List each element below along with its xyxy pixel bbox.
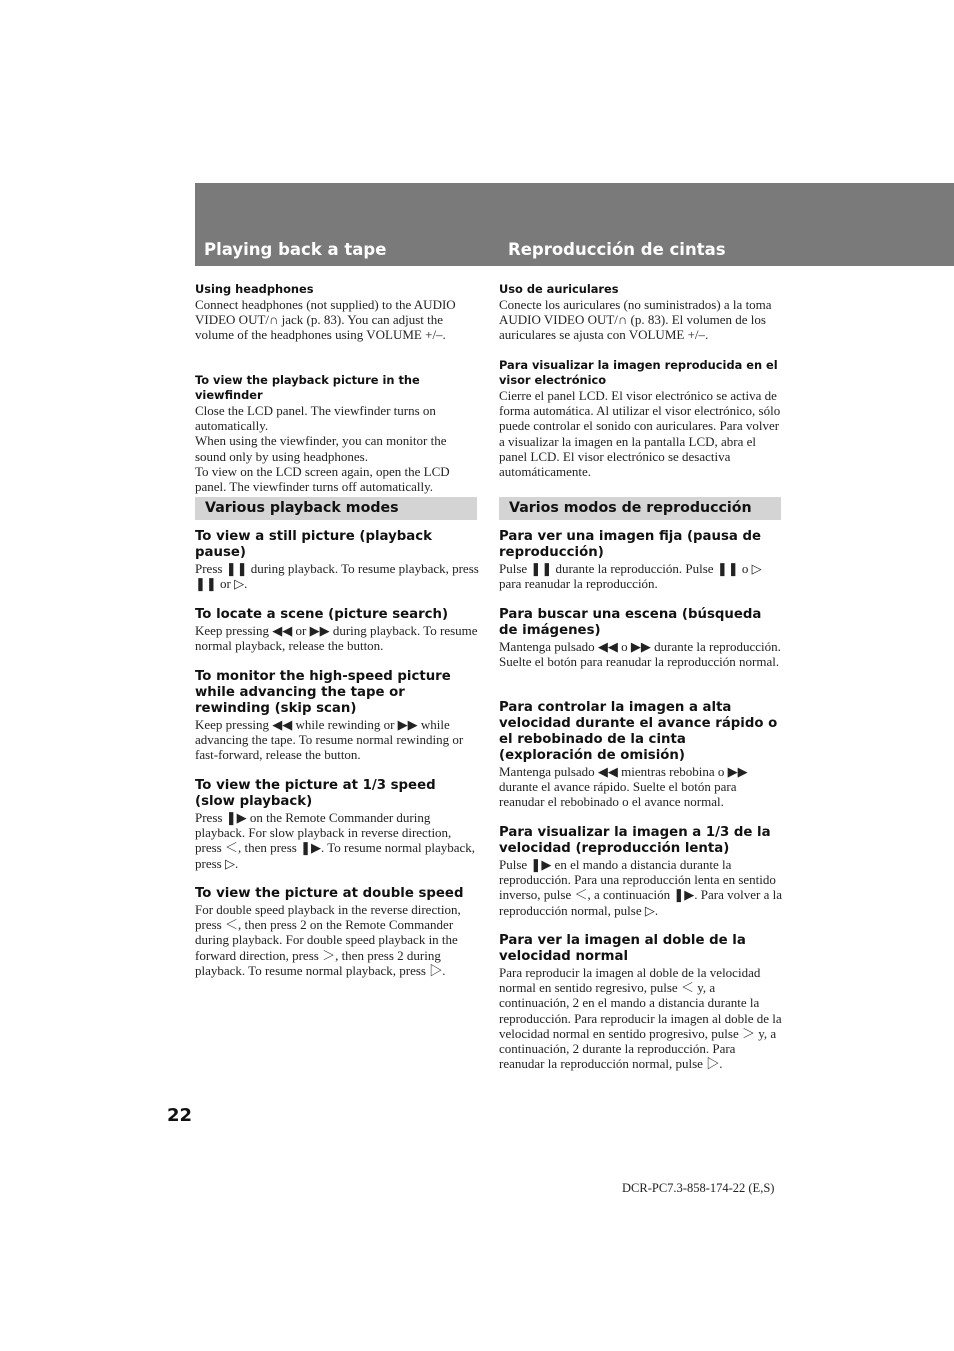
search-heading-es: Para buscar una escena (búsqueda de imágenes) — [499, 607, 762, 638]
section-title-en: Various playback modes — [205, 500, 399, 516]
headphones-heading-es: Uso de auriculares — [499, 282, 619, 296]
double-section-en — [195, 886, 479, 978]
headphones-section-es — [499, 282, 783, 343]
slow-text-es: Pulse ❚▶ en el mando a distancia durante la reproducción. Para una reproducción lenta en sentido inverso, pulse ＜, a continuación ❚▶. Para volver a la reproducción normal, pulse ▷. — [499, 857, 782, 918]
skip-section-es — [499, 700, 783, 810]
slow-section-en — [195, 778, 479, 871]
model-code: DCR-PC7.3-858-174-22 (E,S) — [622, 1181, 775, 1195]
viewfinder-text-es: Cierre el panel LCD. El visor electrónico se activa de forma automática. Al utilizar el visor electrónico, sólo puede controlar el sonido con auriculares. Para volver a visualizar la imagen en la pantalla LCD, abra el panel LCD. El visor electrónico se desactiva automáticamente. — [499, 388, 781, 480]
viewfinder-text-2: When using the viewfinder, you can monitor the sound only by using headphones. — [195, 433, 447, 464]
headphones-text-es: Conecte los auriculares (no suministrados) a la toma AUDIO VIDEO OUT/∩ (p. 83). El volumen de los auriculares se ajusta con VOLUME +/–. — [499, 297, 772, 343]
slow-text: Press ❚▶ on the Remote Commander during playback. For slow playback in reverse direction, press ＜, then press ❚▶. To resume normal playback, press ▷. — [195, 810, 476, 871]
still-section-en — [195, 529, 479, 591]
headphones-section-en — [195, 282, 479, 343]
search-text: Keep pressing ◀◀ or ▶▶ during playback. To resume normal playback, release the button. — [195, 623, 478, 654]
double-heading: To view the picture at double speed — [195, 886, 464, 901]
double-text-es: Para reproducir la imagen al doble de la velocidad normal en sentido regresivo, pulse ＜ y, a continuación, 2 en el mando a distancia durante la reproducción. Para reproducir la imagen al doble de la velocidad normal en sentido progresivo, pulse ＞ y, a continuación, 2 durante la reproducción. Para reanudar la reproducción normal, pulse ▷. — [499, 965, 782, 1072]
still-text: Press ❚❚ during playback. To resume playback, press ❚❚ or ▷. — [195, 561, 479, 592]
still-heading-es: Para ver una imagen fija (pausa de reproducción) — [499, 529, 762, 560]
viewfinder-heading: To view the playback picture in the viewfinder — [195, 373, 420, 402]
viewfinder-text-3: To view on the LCD screen again, open the LCD panel. The viewfinder turns off automatically. — [195, 463, 450, 495]
search-section-en — [195, 607, 479, 653]
skip-heading: To monitor the high-speed picture while advancing the tape or rewinding (skip scan) — [195, 669, 451, 716]
slow-section-es — [499, 825, 783, 918]
page-number: 22 — [167, 1105, 193, 1126]
page-title-en: Playing back a tape — [204, 240, 387, 259]
skip-section-en — [195, 669, 479, 763]
skip-heading-es: Para controlar la imagen a alta velocidad durante el avance rápido o el rebobinado de la cinta (exploración de omisión) — [499, 700, 778, 763]
skip-text-es: Mantenga pulsado ◀◀ mientras rebobina o ▶▶ durante el avance rápido. Suelte el botón para reanudar el rebobinado o el avance normal. — [499, 764, 748, 810]
still-text-es: Pulse ❚❚ durante la reproducción. Pulse ❚❚ o ▷ para reanudar la reproducción. — [499, 561, 762, 592]
section-title-es: Varios modos de reproducción — [509, 500, 752, 516]
double-heading-es: Para ver la imagen al doble de la velocidad normal — [499, 933, 746, 964]
section-band-en — [195, 497, 477, 520]
search-text-es: Mantenga pulsado ◀◀ o ▶▶ durante la reproducción. Suelte el botón para reanudar la reproducción normal. — [499, 639, 781, 670]
search-section-es — [499, 607, 783, 669]
page-title-es: Reproducción de cintas — [508, 240, 726, 259]
search-heading: To locate a scene (picture search) — [195, 607, 449, 622]
viewfinder-section-en — [195, 373, 479, 494]
still-heading: To view a still picture (playback pause) — [195, 529, 432, 560]
headphones-heading: Using headphones — [195, 282, 314, 296]
viewfinder-heading-es: Para visualizar la imagen reproducida en el visor electrónico — [499, 358, 778, 387]
double-section-es — [499, 933, 783, 1071]
viewfinder-text-1: Close the LCD panel. The viewfinder turns on automatically. — [195, 403, 436, 434]
skip-text: Keep pressing ◀◀ while rewinding or ▶▶ while advancing the tape. To resume normal rewinding or fast-forward, release the button. — [195, 717, 464, 763]
section-band-es — [499, 497, 781, 520]
still-section-es — [499, 529, 783, 591]
slow-heading-es: Para visualizar la imagen a 1/3 de la velocidad (reproducción lenta) — [499, 825, 771, 856]
viewfinder-section-es — [499, 358, 783, 479]
double-text: For double speed playback in the reverse direction, press ＜, then press 2 on the Remote Commander during playback. For double speed playback in the forward direction, press ＞, then press 2 during playback. To resume normal playback, press ▷. — [195, 902, 461, 978]
headphones-text: Connect headphones (not supplied) to the AUDIO VIDEO OUT/∩ jack (p. 83). You can adjust the volume of the headphones using VOLUME +/–. — [195, 297, 456, 343]
slow-heading: To view the picture at 1/3 speed (slow playback) — [195, 778, 436, 809]
